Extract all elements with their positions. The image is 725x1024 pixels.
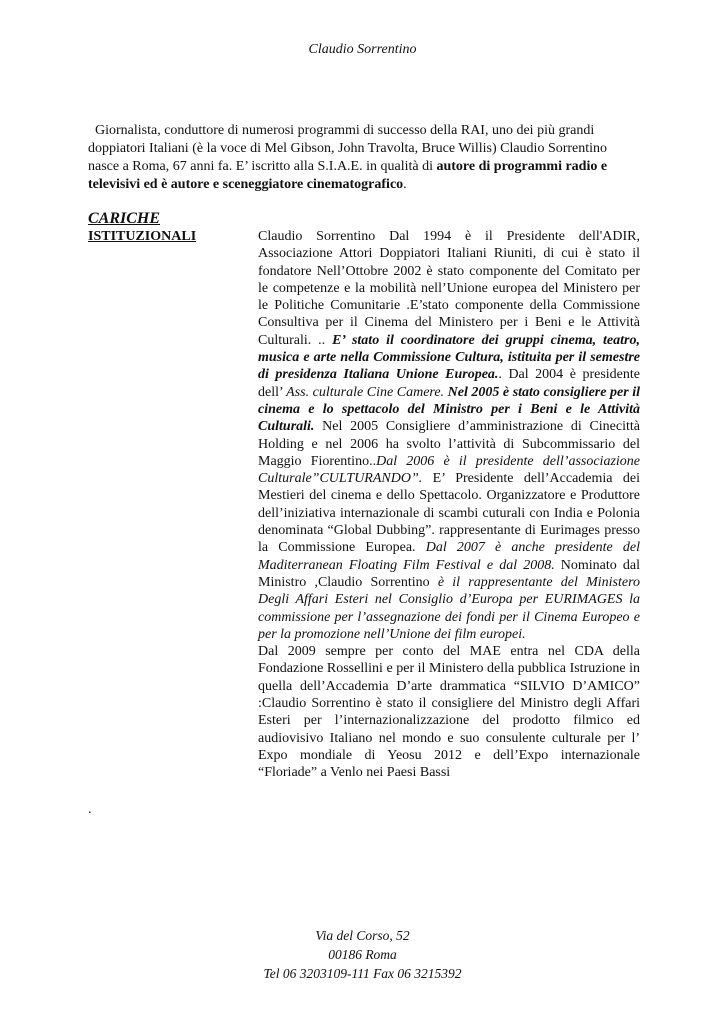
section-subtitle: ISTITUZIONALI — [88, 229, 197, 244]
footer-address: Via del Corso, 52 — [315, 928, 410, 943]
body-segment: Claudio Sorrentino Dal 1994 è il Presidente dell'ADIR, Associazione Attori Doppiatori Italiani Riuniti, di cui è stato il fondatore Nell’Ottobre 2002 è stato componente del Comitato per le competenze e la mobilità nell’Unione europea del Ministero per le Politiche Comunitarie .E’stato componente della Commissione Consultiva per il Cinema del Ministero per i Beni e le Attività Culturali. .. — [258, 229, 640, 348]
body-segment: E’ Presidente dell’Accademia dei Mestieri del cinema e dello Spettacolo. Organizzatore e Produttore dell’iniziativa internazionale di scambi cuturali con India e Polonia denominata “Global Dubbing”. rappresentante di Eurimages presso la Commissione Europea. — [258, 471, 640, 556]
intro-bold-text: autore di programmi radio e televisivi ed è autore e sceneggiatore cinematografico — [88, 159, 608, 192]
stray-mark: . — [88, 802, 92, 817]
body-segment-italic: è il rappresentante del Ministero Degli Affari Esteri nel Consiglio d’Europa per EURIMAGES la commissione per l’assegnazione dei fondi per il Cinema Europeo e per la promozione nell’Unione dei film europei. — [258, 574, 641, 642]
body-segment: Nominato dal Ministro ,Claudio Sorrentino — [258, 557, 640, 590]
footer-address-block — [0, 926, 725, 983]
body-segment-bold-italic: E’ stato il coordinatore dei gruppi cinema, teatro, musica e arte nella Commissione Cultura, istituita per il semestre di presidenza Italiana Unione Europea. — [258, 332, 640, 383]
body-segment: Dal 2009 sempre per conto del MAE entra nel CDA della Fondazione Rossellini e per il Ministero della pubblica Istruzione in quella dell’Accademia D’arte drammatica “SILVIO D’AMICO” :Claudio Sorrentino è stato il consigliere del Ministro degli Affari Esteri per l’internazionalizzazione del prodotto filmico ed audiovisivo Italiano nel mondo e suo consulente culturale per l’ Expo mondiale di Yeosu 2012 e dell’Expo internazionale “Floriade” a Venlo nei Paesi Bassi — [258, 644, 640, 781]
document-header-name: Claudio Sorrentino — [308, 42, 417, 57]
section-body — [258, 228, 640, 782]
footer-contacts: Tel 06 3203109-111 Fax 06 3215392 — [263, 966, 462, 981]
body-segment-italic: Dal 2006 è il presidente dell’associazione Culturale”CULTURANDO”. — [258, 453, 641, 487]
footer-postal: 00186 Roma — [328, 947, 397, 962]
body-segment-bold-italic: Nel 2005 è stato consigliere per il cinema e lo spettacolo del Ministro per i Beni e le Attività Culturali. — [258, 384, 641, 435]
body-segment-italic: Ass. culturale Cine Camere. — [286, 384, 445, 400]
section-title: CARICHE — [88, 210, 161, 227]
intro-paragraph — [88, 122, 640, 194]
body-segment-italic: Dal 2007 è anche presidente del Maditerranean Floating Film Festival e dal 2008. — [258, 540, 640, 573]
body-segment: Nel 2005 Consigliere d’amministrazione di Cinecittà Holding e nel 2006 ha svolto l’attività di Subcommissario del Maggio Fiorentino.. — [258, 419, 640, 469]
body-segment: . Dal 2004 è presidente dell’ — [258, 367, 640, 400]
intro-text: Giornalista, conduttore di numerosi programmi di successo della RAI, uno dei più grandi doppiatori Italiani (è la voce di Mel Gibson, John Travolta, Bruce Willis) Claudio Sorrentino nasce a Roma, 67 anni fa. E’ iscritto alla S.I.A.E. in qualità di — [88, 123, 608, 174]
intro-end: . — [403, 177, 407, 192]
